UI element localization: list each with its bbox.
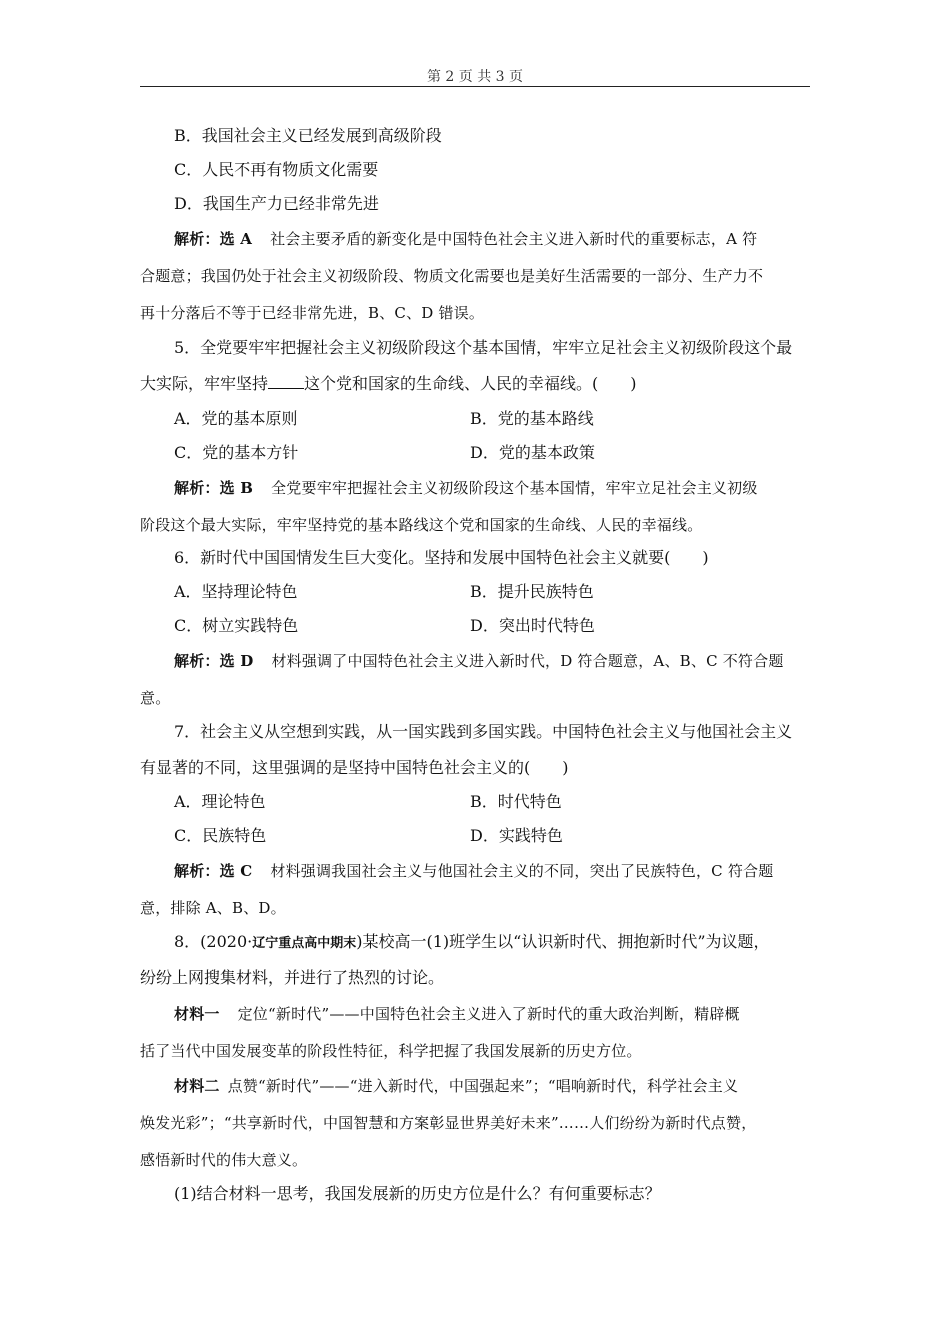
q5-option-b: B．党的基本路线 [470,409,594,428]
q7-explanation-line-2: 意，排除 A、B、D。 [140,899,286,917]
q7-option-a: A．理论特色 [174,792,266,811]
q4-explanation-line-2: 合题意；我国仍处于社会主义初级阶段、物质文化需要也是美好生活需要的一部分、生产力不 [140,267,764,285]
q8-material-2-line-1: 材料二 点赞“新时代”——“进入新时代，中国强起来”；“唱响新时代，科学社会主义 [174,1077,739,1095]
page-header: 第 2 页 共 3 页 [426,69,524,85]
q5-stem-line-1: 5．全党要牢牢把握社会主义初级阶段这个基本国情，牢牢立足社会主义初级阶段这个最 [174,338,793,357]
q7-explanation-line-1: 解析：选 C 材料强调我国社会主义与他国社会主义的不同，突出了民族特色，C 符合题 [174,862,774,880]
q6-explanation-label: 解析：选 D [174,652,254,670]
q7-option-d: D．实践特色 [470,826,563,845]
q4-option-b: B．我国社会主义已经发展到高级阶段 [174,126,442,145]
q6-option-c: C．树立实践特色 [174,616,299,635]
q6-explanation-line-1: 解析：选 D 材料强调了中国特色社会主义进入新时代，D 符合题意，A、B、C 不符合题 [174,652,784,670]
q7-option-b: B．时代特色 [470,792,562,811]
material-1-label: 材料一 [174,1005,220,1023]
q7-stem-line-1: 7．社会主义从空想到实践，从一国实践到多国实践。中国特色社会主义与他国社会主义 [174,722,793,741]
q8-source: 辽宁重点高中期末 [252,936,357,951]
q8-material-1-line-1: 材料一 定位“新时代”——中国特色社会主义进入了新时代的重大政治判断，精辟概 [174,1005,740,1023]
q5-option-d: D．党的基本政策 [470,443,595,462]
q6-option-d: D．突出时代特色 [470,616,595,635]
q7-option-c: C．民族特色 [174,826,267,845]
q4-option-c: C．人民不再有物质文化需要 [174,160,379,179]
q6-stem: 6．新时代中国国情发生巨大变化。坚持和发展中国特色社会主义就要( ) [174,548,709,567]
q5-explanation-line-1: 解析：选 B 全党要牢牢把握社会主义初级阶段这个基本国情，牢牢立足社会主义初级 [174,479,758,497]
q6-option-a: A．坚持理论特色 [174,582,298,601]
q5-stem-line-2: 大实际，牢牢坚持 这个党和国家的生命线、人民的幸福线。( ) [140,374,637,393]
answer-blank [268,374,304,389]
material-2-label: 材料二 [174,1077,220,1095]
q5-explanation-label: 解析：选 B [174,479,254,497]
q7-stem-line-2: 有显著的不同，这里强调的是坚持中国特色社会主义的( ) [140,758,569,777]
q6-explanation-line-2: 意。 [140,689,171,707]
q8-material-2-line-2: 焕发光彩”；“共享新时代，中国智慧和方案彰显世界美好未来”……人们纷纷为新时代点赞， [140,1114,757,1132]
q5-explanation-line-2: 阶段这个最大实际，牢牢坚持党的基本路线这个党和国家的生命线、人民的幸福线。 [140,516,703,534]
q8-material-2-line-3: 感悟新时代的伟大意义。 [140,1151,308,1169]
q5-option-a: A．党的基本原则 [174,409,298,428]
q7-explanation-label: 解析：选 C [174,862,253,880]
q8-subquestion-1: (1)结合材料一思考，我国发展新的历史方位是什么？有何重要标志？ [174,1184,661,1203]
q4-explanation-line-1: 解析：选 A 社会主要矛盾的新变化是中国特色社会主义进入新时代的重要标志，A 符 [174,230,758,248]
q6-option-b: B．提升民族特色 [470,582,594,601]
q8-stem-line-2: 纷纷上网搜集材料，并进行了热烈的讨论。 [140,968,445,987]
q5-option-c: C．党的基本方针 [174,443,299,462]
q4-explanation-label: 解析：选 A [174,230,253,248]
q8-stem-line-1: 8．(2020·辽宁重点高中期末)某校高一(1)班学生以“认识新时代、拥抱新时代”为议题， [174,932,770,951]
q4-explanation-line-3: 再十分落后不等于已经非常先进，B、C、D 错误。 [140,304,485,322]
q8-material-1-line-2: 括了当代中国发展变革的阶段性特征，科学把握了我国发展新的历史方位。 [140,1042,642,1060]
q4-option-d: D．我国生产力已经非常先进 [174,194,379,213]
header-rule [140,86,810,87]
